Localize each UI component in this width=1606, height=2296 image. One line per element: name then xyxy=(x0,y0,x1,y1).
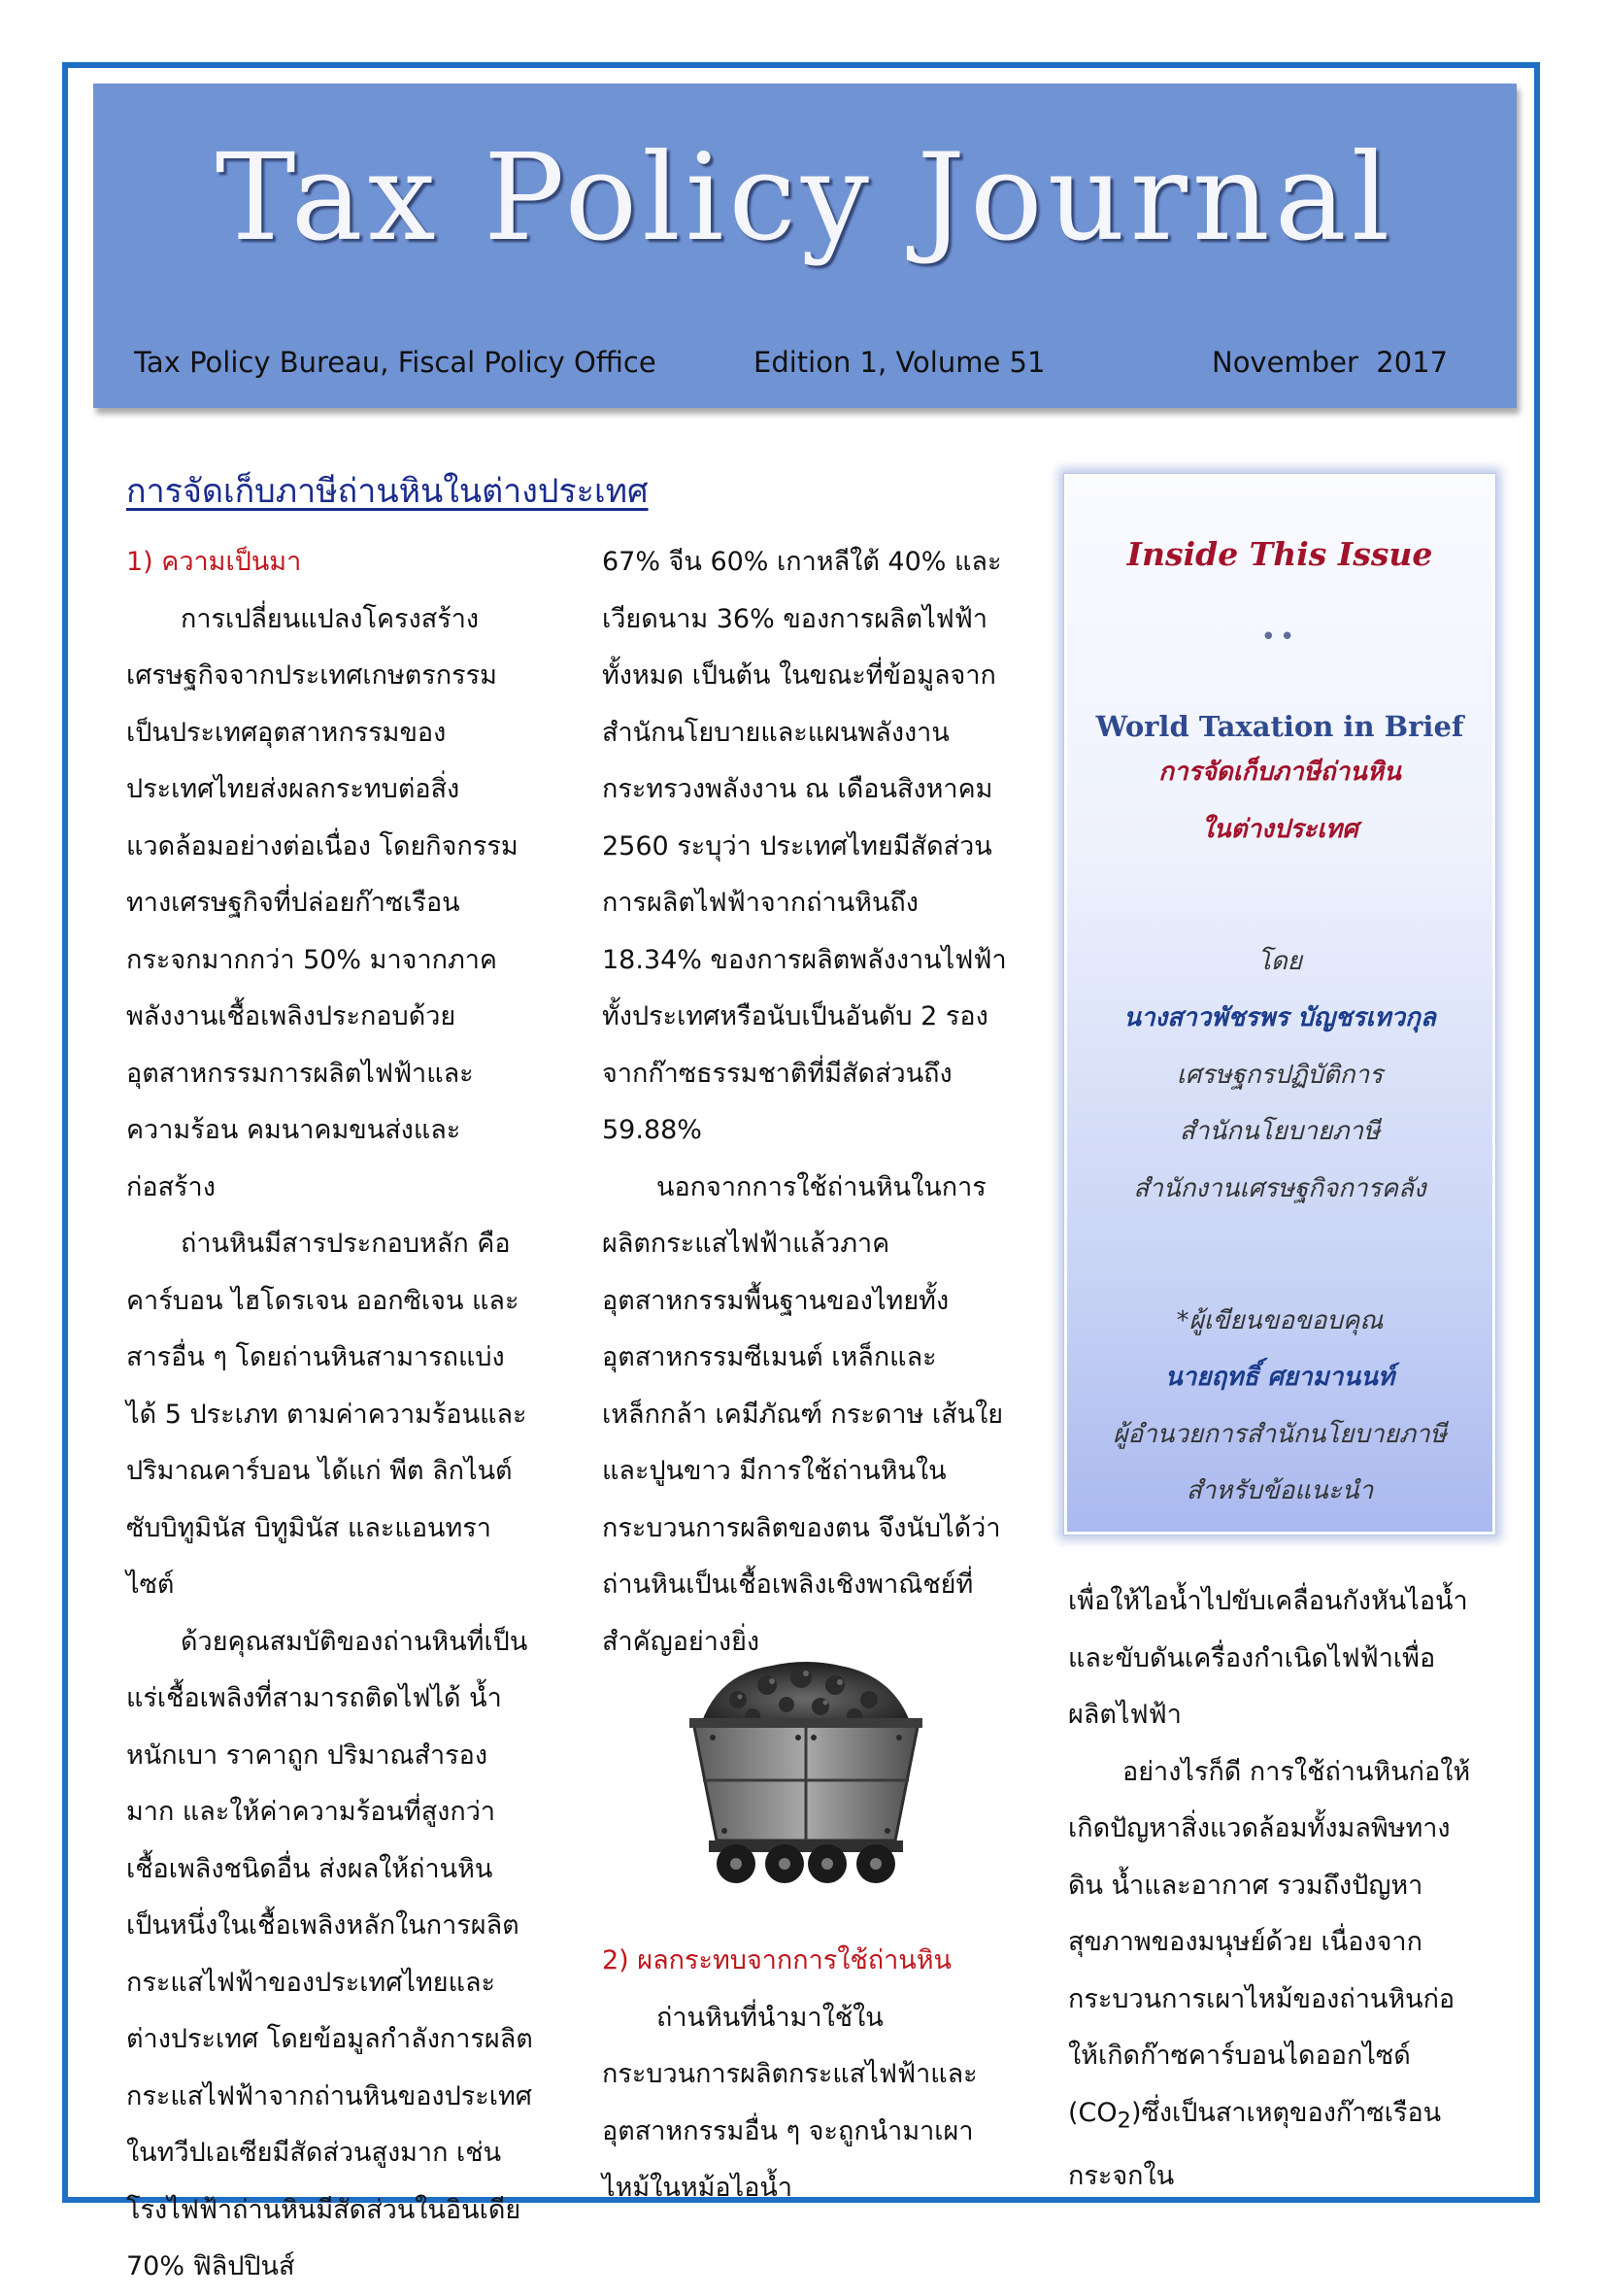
sidebar-article-title-2: ในต่างประเทศ xyxy=(1201,815,1358,844)
sidebar-section: World Taxation in Brief xyxy=(1095,710,1464,743)
paragraph: 67% จีน 60% เกาหลีใต้ 40% และเวียดนาม 36% ของการผลิตไฟฟ้าทั้งหมด เป็นต้น ในขณะที่ข้อมูลจากสำนักนโยบายและแผนพลังงานกระทรวงพลังงาน ณ เดือนสิงหาคม 2560 ระบุว่า ประเทศไทยมีสัดส่วนการผลิตไฟฟ้าจากถ่านหินถึง 18.34% ของการผลิตพลังงานไฟฟ้าทั้งประเทศหรือนับเป็นอันดับ 2 รองจากก๊าซธรรมชาติที่มีสัดส่วนถึง 59.88% xyxy=(602,547,1007,1145)
paragraph-with-subscript xyxy=(1068,1744,1476,2206)
sidebar-author-org-2: สำนักงานเศรษฐกิจการคลัง xyxy=(1133,1174,1426,1203)
sidebar-author-position: เศรษฐกรปฏิบัติการ xyxy=(1176,1061,1384,1090)
subscript: 2 xyxy=(1117,2107,1131,2133)
inside-this-issue-box xyxy=(1064,474,1495,1535)
sidebar-author-org: สำนักนโยบายภาษี xyxy=(1179,1117,1381,1146)
column-3 xyxy=(1068,1573,1476,2206)
issue-date: November 2017 xyxy=(1212,346,1449,379)
sidebar-divider-dots: •• xyxy=(1260,623,1299,652)
column-1 xyxy=(126,534,534,2296)
sidebar-thanks: *ผู้เขียนขอขอบคุณ xyxy=(1176,1306,1384,1335)
paragraph-part: )ซึ่งเป็นสาเหตุของก๊าซเรือนกระจกใน xyxy=(1068,2097,1442,2192)
sidebar-article-title: การจัดเก็บภาษีถ่านหิน xyxy=(1158,758,1401,787)
paragraph: การเปลี่ยนแปลงโครงสร้างเศรษฐกิจจากประเทศเกษตรกรรมเป็นประเทศอุตสาหกรรมของประเทศไทยส่งผลกระทบต่อสิ่งแวดล้อมอย่างต่อเนื่อง โดยกิจกรรมทางเศรษฐกิจที่ปล่อยก๊าซเรือนกระจกมากกว่า 50% มาจากภาคพลังงานเชื้อเพลิงประกอบด้วยอุตสาหกรรมการผลิตไฟฟ้าและความร้อน คมนาคมขนส่งและก่อสร้าง xyxy=(126,603,519,1202)
mine-cart-image xyxy=(680,1656,932,1889)
paragraph: ถ่านหินที่นำมาใช้ในกระบวนการผลิตกระแสไฟฟ้าและอุตสาหกรรมอื่น ๆ จะถูกนำมาเผาไหม้ในหม้อไอน้ำ xyxy=(602,2002,978,2203)
section-heading-background: 1) ความเป็นมา xyxy=(126,547,302,577)
paragraph: นอกจากการใช้ถ่านหินในการผลิตกระแสไฟฟ้าแล้วภาคอุตสาหกรรมพื้นฐานของไทยทั้งอุตสาหกรรมซีเมนต์ เหล็กและเหล็กกล้า เคมีภัณฑ์ กระดาษ เส้นใยและปูนขาว มีการใช้ถ่านหินในกระบวนการผลิตของตน จึงนับได้ว่าถ่านหินเป็นเชื้อเพลิงเชิงพาณิชย์ที่สำคัญอย่างยิ่ง xyxy=(602,1171,1004,1657)
article-title: การจัดเก็บภาษีถ่านหินในต่างประเทศ xyxy=(126,472,649,511)
masthead xyxy=(93,84,1517,408)
column-2 xyxy=(602,534,1010,1671)
sidebar-thanks-for: สำหรับข้อแนะนำ xyxy=(1186,1476,1374,1505)
column-2-lower xyxy=(602,1933,1010,2217)
paragraph: ถ่านหินมีสารประกอบหลัก คือคาร์บอน ไฮโดรเจน ออกซิเจน และสารอื่น ๆ โดยถ่านหินสามารถแบ่งได้ 5 ประเภท ตามค่าความร้อนและปริมาณคาร์บอน ได้แก่ พีต ลิกไนต์ซับบิทูมินัส บิทูมินัส และแอนทราไซต์ xyxy=(126,1229,527,1600)
bureau-name: Tax Policy Bureau, Fiscal Policy Office xyxy=(134,346,656,379)
paragraph-part: อย่างไรก็ดี การใช้ถ่านหินก่อให้เกิดปัญหาสิ่งแวดล้อมทั้งมลพิษทางดิน น้ำและอากาศ รวมถึงปัญหาสุขภาพของมนุษย์ด้วย เนื่องจากกระบวนการเผาไหม้ของถ่านหินก่อให้เกิดก๊าซคาร์บอนไดออกไซด์ (CO xyxy=(1068,1756,1471,2128)
paragraph: เพื่อให้ไอน้ำไปขับเคลื่อนกังหันไอน้ำและขับดันเครื่องกำเนิดไฟฟ้าเพื่อผลิตไฟฟ้า xyxy=(1068,1586,1468,1730)
sidebar-thanks-position: ผู้อำนวยการสำนักนโยบายภาษี xyxy=(1113,1420,1447,1449)
paragraph: ด้วยคุณสมบัติของถ่านหินที่เป็นแร่เชื้อเพลิงที่สามารถติดไฟได้ น้ำหนักเบา ราคาถูก ปริมาณสำรองมาก และให้ค่าความร้อนที่สูงกว่าเชื้อเพลิงชนิดอื่น ส่งผลให้ถ่านหินเป็นหนึ่งในเชื้อเพลิงหลักในการผลิตกระแสไฟฟ้าของประเทศไทยและต่างประเทศ โดยข้อมูลกำลังการผลิตกระแสไฟฟ้าจากถ่านหินของประเทศในทวีปเอเซียมีสัดส่วนสูงมาก เช่น โรงไฟฟ้าถ่านหินมีสัดส่วนในอินเดีย 70% ฟิลิปปินส์ xyxy=(126,1626,533,2281)
journal-title: Tax Policy Journal xyxy=(215,128,1395,268)
sidebar-by: โดย xyxy=(1256,947,1303,976)
sidebar-title: Inside This Issue xyxy=(1126,535,1433,573)
edition-info: Edition 1, Volume 51 xyxy=(753,346,1046,379)
sidebar-author: นางสาวพัชรพร บัญชรเทวกุล xyxy=(1123,1003,1436,1032)
section-heading-impact: 2) ผลกระทบจากการใช้ถ่านหิน xyxy=(602,1945,953,1975)
sidebar-thanks-name: นายฤทธิ์ ศยามานนท์ xyxy=(1164,1363,1395,1392)
